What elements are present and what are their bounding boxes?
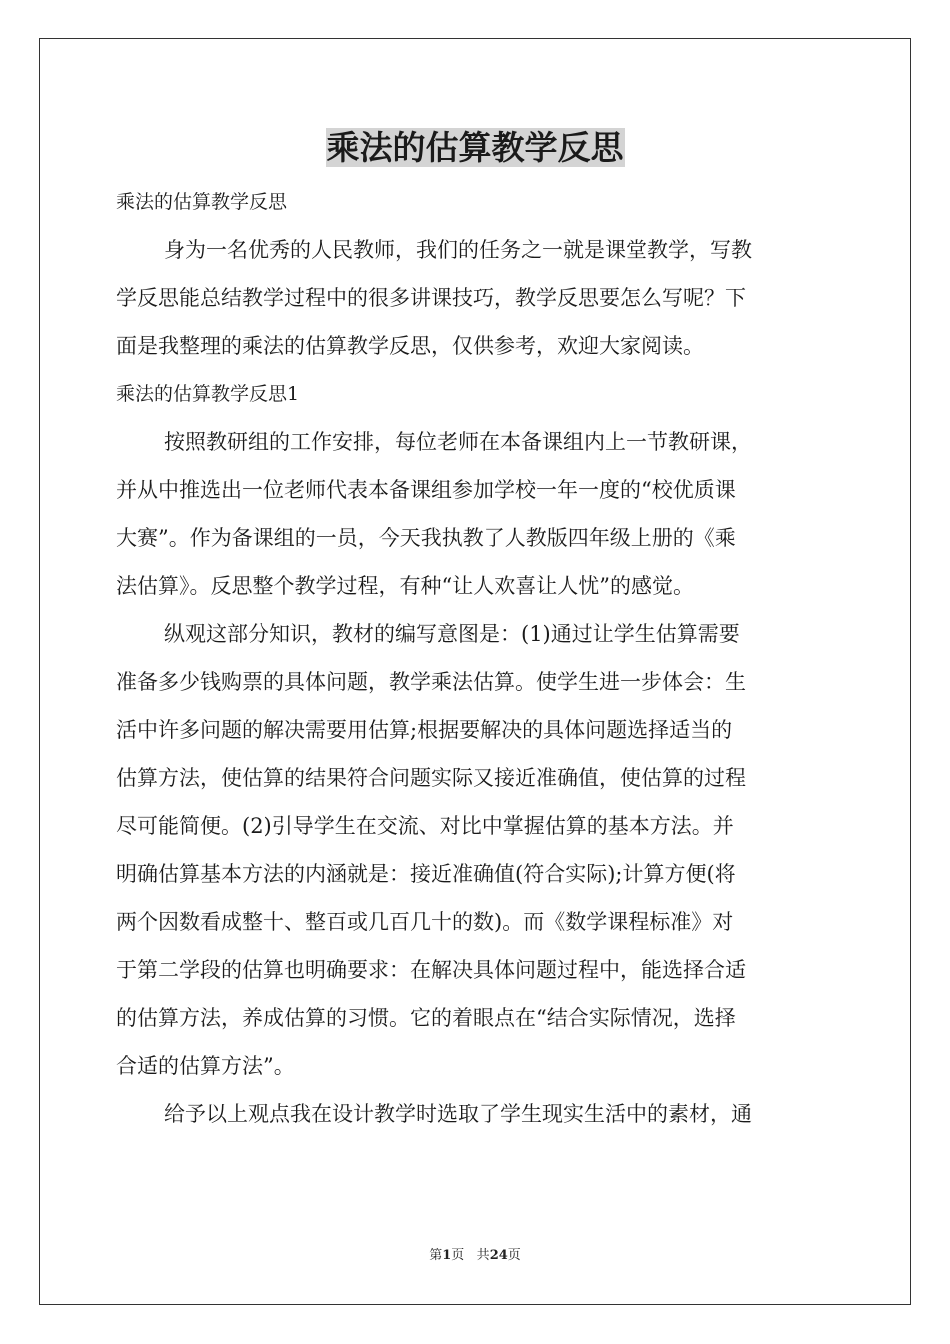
paragraph-line: 合适的估算方法”。 (116, 1054, 295, 1078)
paragraph-line: 学反思能总结教学过程中的很多讲课技巧，教学反思要怎么写呢？下 (116, 286, 746, 310)
paragraph-line: 的估算方法，养成估算的习惯。它的着眼点在“结合实际情况，选择 (116, 1006, 736, 1030)
page-footer (0, 1247, 950, 1265)
paragraph-line: 准备多少钱购票的具体问题，教学乘法估算。使学生进一步体会：生 (116, 670, 746, 694)
footer-current-page: 1 (442, 1248, 452, 1263)
paragraph-line: 尽可能简便。(2)引导学生在交流、对比中掌握估算的基本方法。并 (116, 814, 734, 838)
footer-total-pages: 24 (489, 1248, 508, 1263)
footer-total-prefix: 共 (476, 1248, 490, 1263)
paragraph-line: 身为一名优秀的人民教师，我们的任务之一就是课堂教学，写教 (164, 238, 752, 262)
paragraph-line: 两个因数看成整十、整百或几百几十的数)。而《数学课程标准》对 (116, 910, 734, 934)
paragraph-line: 于第二学段的估算也明确要求：在解决具体问题过程中，能选择合适 (116, 958, 746, 982)
paragraph-line: 活中许多问题的解决需要用估算;根据要解决的具体问题选择适当的 (116, 718, 733, 742)
document-title-text: 乘法的估算教学反思 (326, 128, 624, 167)
document-title (0, 126, 950, 170)
paragraph-line: 法估算》。反思整个教学过程，有种“让人欢喜让人忧”的感觉。 (116, 574, 694, 598)
paragraph-line: 并从中推选出一位老师代表本备课组参加学校一年一度的“校优质课 (116, 478, 736, 502)
footer-page-prefix: 第 (429, 1248, 443, 1263)
paragraph-line: 按照教研组的工作安排，每位老师在本备课组内上一节教研课， (164, 430, 752, 454)
paragraph-line: 面是我整理的乘法的估算教学反思，仅供参考，欢迎大家阅读。 (116, 334, 704, 358)
footer-total-suffix: 页 (507, 1248, 521, 1263)
footer-page-word: 页 (451, 1248, 465, 1263)
paragraph-line: 纵观这部分知识，教材的编写意图是：(1)通过让学生估算需要 (164, 622, 740, 646)
section-heading: 乘法的估算教学反思 (116, 191, 288, 213)
document-body (116, 178, 836, 1138)
section-heading: 乘法的估算教学反思1 (116, 383, 300, 405)
paragraph-line: 给予以上观点我在设计教学时选取了学生现实生活中的素材，通 (164, 1102, 752, 1126)
paragraph-line: 估算方法，使估算的结果符合问题实际又接近准确值，使估算的过程 (116, 766, 746, 790)
paragraph-line: 大赛”。作为备课组的一员，今天我执教了人教版四年级上册的《乘 (116, 526, 736, 550)
paragraph-line: 明确估算基本方法的内涵就是：接近准确值(符合实际);计算方便(将 (116, 862, 736, 886)
